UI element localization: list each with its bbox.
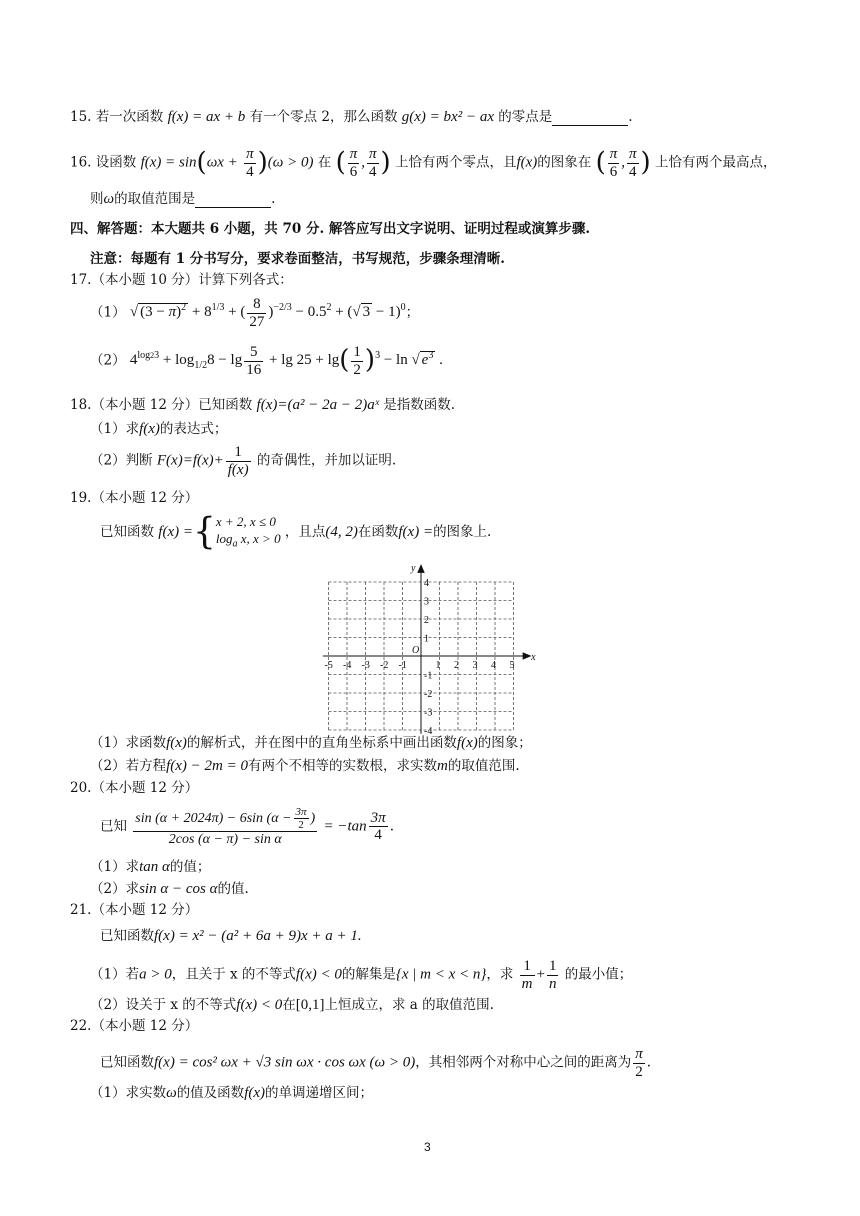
linear-function: f(x) = ax + b [167,109,246,125]
x-tick-label: -5 [324,660,333,671]
expr-17-2: $4^{log23} + \log_{1/2}8 - \lg$ $\frac{5}{16}$ + lg 25 + lg( $\frac{1}{2}$ )$^3$ − ln √ $e^3$ . [129,344,443,378]
question-18-part2: （2）判断 F(x)=f(x)+ $\frac{1}{f(x)}$ 的奇偶性，并加以证明. [90,444,397,478]
y-tick-label: -3 [424,707,433,719]
question-21-part2: （2）设关于 x 的不等式f(x) < 0在[0,1]上恒成立，求 a 的取值范围. [90,997,494,1013]
question-21-head: 21.（本小题 12 分） [70,902,199,918]
y-tick-label: 4 [424,578,429,589]
question-17-part1: （1） √ $(3 - \pi)^2 + 8^{1/3}$ + ( $\frac{8}{27}$ )$^{-2/3} - 0.5^2$ + (√ 3 − 1)$^0$； [90,296,420,330]
question-15: 15. 若一次函数 f(x) = ax + b 有一个零点 2，那么函数 g(x) = bx² − ax 的零点是 . [70,109,633,125]
question-19-part1: （1）求函数f(x)的解析式，并在图中的直角坐标系中画出函数f(x)的图象； [90,735,532,751]
x-tick-label: 3 [472,660,478,671]
question-17-part2: （2） $4^{log23} + \log_{1/2}8 - \lg$ $\frac{5}{16}$ + lg 25 + lg( $\frac{1}{2}$ )$^3$ − ln √ $e^3$ . [90,344,443,378]
y-tick-label: 1 [424,633,429,645]
y-tick-label: -2 [424,689,433,700]
x-tick-label: 1 [435,660,441,671]
question-19-part2: （2）若方程f(x) − 2m = 0有两个不相等的实数根，求实数m的取值范围. [90,758,520,774]
x-tick-label: -4 [343,660,352,671]
question-20-part2: （2）求sin α − cos α的值. [90,881,249,897]
question-18-head: 18.（本小题 12 分）已知函数 f(x)=(a² − 2a − 2)aˣ 是指数函数. [70,397,456,413]
question-20-part1: （1）求tan α的值； [90,859,211,875]
question-16-cont: 则ω的取值范围是 . [90,191,276,207]
x-tick-label: 2 [454,660,459,671]
question-21-body: 已知函数f(x) = x² − (a² + 6a + 9)x + a + 1. [100,928,362,944]
page-number: 3 [424,1140,431,1154]
question-19-body: 已知函数 f(x) ={x + 2, x ≤ 0 $\log_a x$, x > 0 ，且点(4, 2)在函数f(x) =的图象上. [100,511,492,553]
question-17-head: 17.（本小题 10 分）计算下列各式： [70,272,293,288]
question-22-head: 22.（本小题 12 分） [70,1018,199,1034]
question-22-body: 已知函数f(x) = cos² ωx + √3 sin ωx · cos ωx (ω > 0)，其相邻两个对称中心之间的距离为 $\frac{\pi}{2}$ . [100,1046,652,1080]
y-axis-label: y [411,562,416,574]
section-4-note: 注意：每题有 1 分书写分，要求卷面整洁，书写规范，步骤条理清晰. [90,251,505,267]
x-tick-label: -3 [361,660,370,671]
origin-label: O [412,645,420,656]
question-22-part1: （1）求实数ω的值及函数f(x)的单调递增区间； [90,1085,374,1101]
question-21-part1: （1）若a > 0，且关于 x 的不等式f(x) < 0的解集是{x | m < x < n}，求 $\frac{1}{m}$ + $\frac{1}{n}$ 的最小值； [90,958,633,992]
x-axis-arrow [523,653,530,659]
y-tick-label: -4 [424,726,433,737]
fraction-pi-over-4: $\frac{\pi}{4}$ [246,146,254,180]
y-tick-label: 2 [424,615,429,626]
answer-blank [552,111,628,126]
y-tick-label: -1 [424,670,433,682]
x-tick-label: 5 [509,660,515,671]
question-16: 16. 设函数 f(x) = sin(ωx + $\frac{\pi}{4}$ )(ω > 0) 在 ( $\frac{\pi}{6}$ , $\frac{\pi}{4}$ ) 上恰有两个零点，且f(x)的图象在 ( $\frac{\pi}{6}$ , $\frac{\pi}{4}$ ) 上恰有两个最高点， [70,146,777,180]
question-18-part1: （1）求f(x)的表达式； [90,421,228,437]
y-axis-arrow [418,565,424,572]
section-4-title: 四、解答题：本大题共 6 小题，共 70 分. 解答应写出文字说明、证明过程或演算步骤. [70,221,591,237]
coordinate-grid [324,562,536,737]
y-tick-label: 3 [424,596,429,608]
x-tick-label: -2 [380,660,389,671]
x-tick-label: 4 [491,660,496,671]
question-19-head: 19.（本小题 12 分） [70,490,199,506]
quadratic-function: g(x) = bx² − ax [401,109,494,125]
question-20-body: 已知 sin (α + 2024π) − 6sin (α − $\frac{3\pi}{2}$ ) 2cos (α − π) − sin α = −tan $\frac{3\pi}{4}$ . [100,806,394,848]
question-20-head: 20.（本小题 12 分） [70,780,199,796]
x-tick-label: -1 [398,660,407,671]
x-axis-label: x [531,652,536,663]
answer-blank [195,193,271,208]
expr-17-1: √ $(3 - \pi)^2 + 8^{1/3}$ + ( $\frac{8}{27}$ )$^{-2/3} - 0.5^2$ + (√ 3 − 1)$^0$ [129,296,406,330]
